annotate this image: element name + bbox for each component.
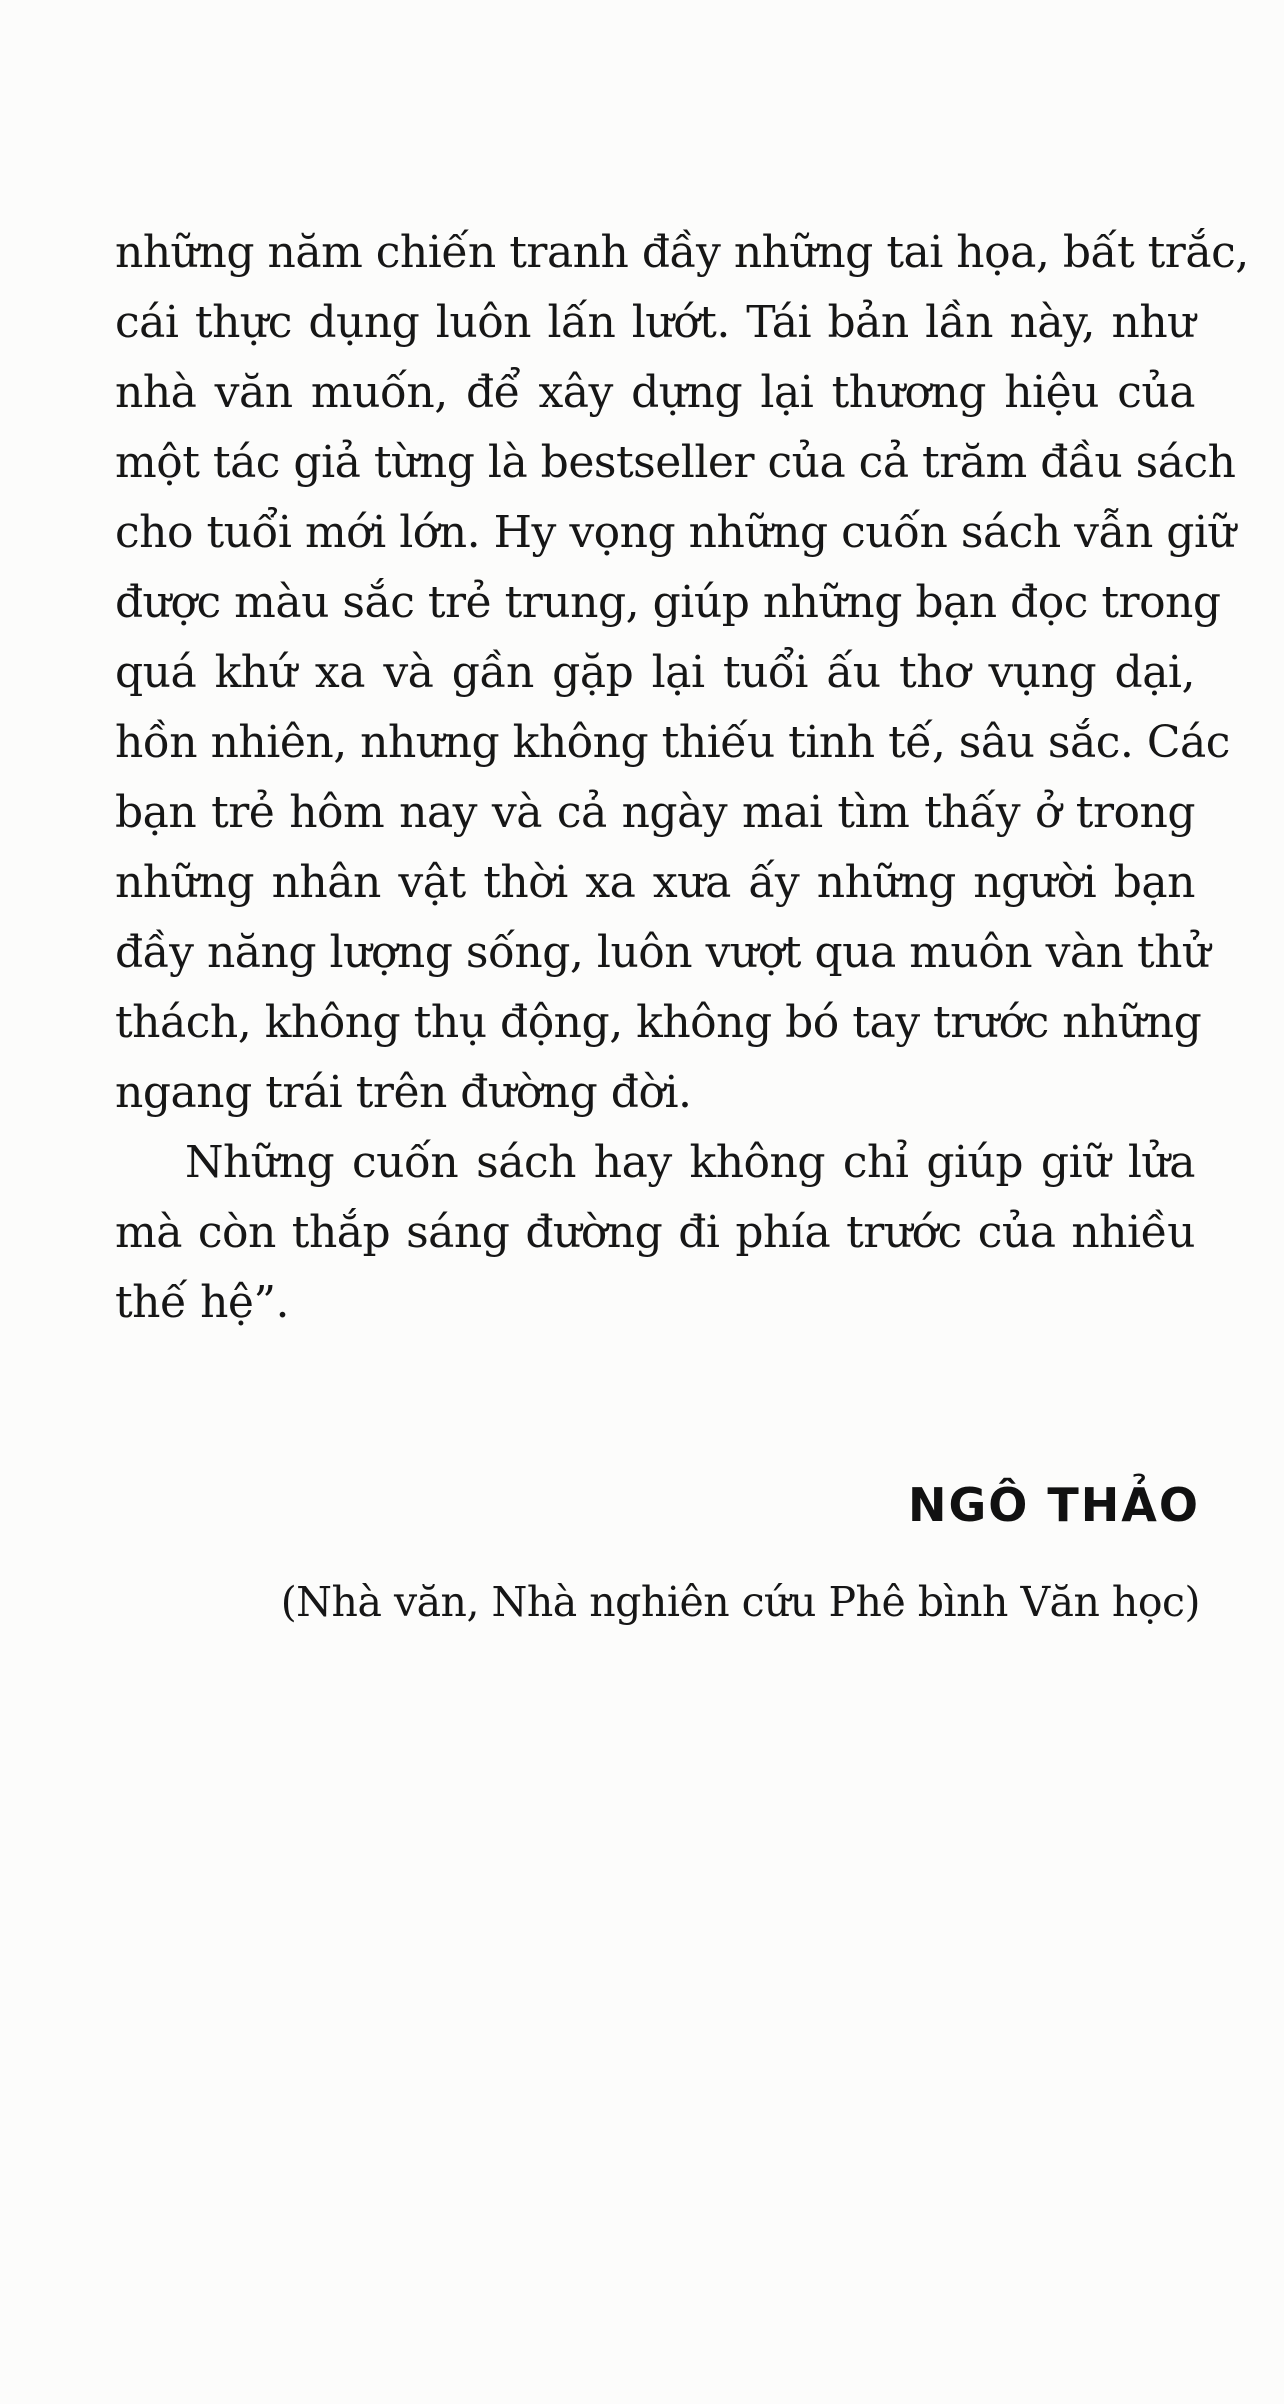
paragraph-line: hồn nhiên, nhưng không thiếu tinh tế, sâu sắc. Các bbox=[115, 717, 1230, 768]
main-text bbox=[115, 218, 1249, 1338]
paragraph-line: nhà văn muốn, để xây dựng lại thương hiệu của bbox=[115, 367, 1195, 418]
closing-last-line: thế hệ”. bbox=[115, 1277, 289, 1328]
paragraph-line: thách, không thụ động, không bó tay trước những bbox=[115, 997, 1202, 1048]
paragraph-line: những nhân vật thời xa xưa ấy những người bạn bbox=[115, 857, 1195, 908]
paragraph-line: bạn trẻ hôm nay và cả ngày mai tìm thấy ở trong bbox=[115, 787, 1195, 838]
author-role: (Nhà văn, Nhà nghiên cứu Phê bình Văn học) bbox=[280, 1578, 1200, 1626]
closing-line: mà còn thắp sáng đường đi phía trước của nhiều bbox=[115, 1207, 1195, 1258]
paragraph-line: quá khứ xa và gần gặp lại tuổi ấu thơ vụng dại, bbox=[115, 647, 1195, 698]
paragraph-line: cái thực dụng luôn lấn lướt. Tái bản lần này, như bbox=[115, 297, 1195, 348]
author-name: NGÔ THẢO bbox=[908, 1478, 1200, 1532]
paragraph-line: một tác giả từng là bestseller của cả trăm đầu sách bbox=[115, 437, 1236, 488]
paragraph-line: cho tuổi mới lớn. Hy vọng những cuốn sách vẫn giữ bbox=[115, 507, 1236, 558]
paragraph-last-line: ngang trái trên đường đời. bbox=[115, 1067, 692, 1118]
paragraph-line: đầy năng lượng sống, luôn vượt qua muôn vàn thử bbox=[115, 927, 1210, 978]
paragraph-line: được màu sắc trẻ trung, giúp những bạn đọc trong bbox=[115, 577, 1221, 628]
closing-first-line: Những cuốn sách hay không chỉ giúp giữ lửa bbox=[185, 1137, 1195, 1188]
paragraph-line: những năm chiến tranh đầy những tai họa, bất trắc, bbox=[115, 227, 1249, 278]
